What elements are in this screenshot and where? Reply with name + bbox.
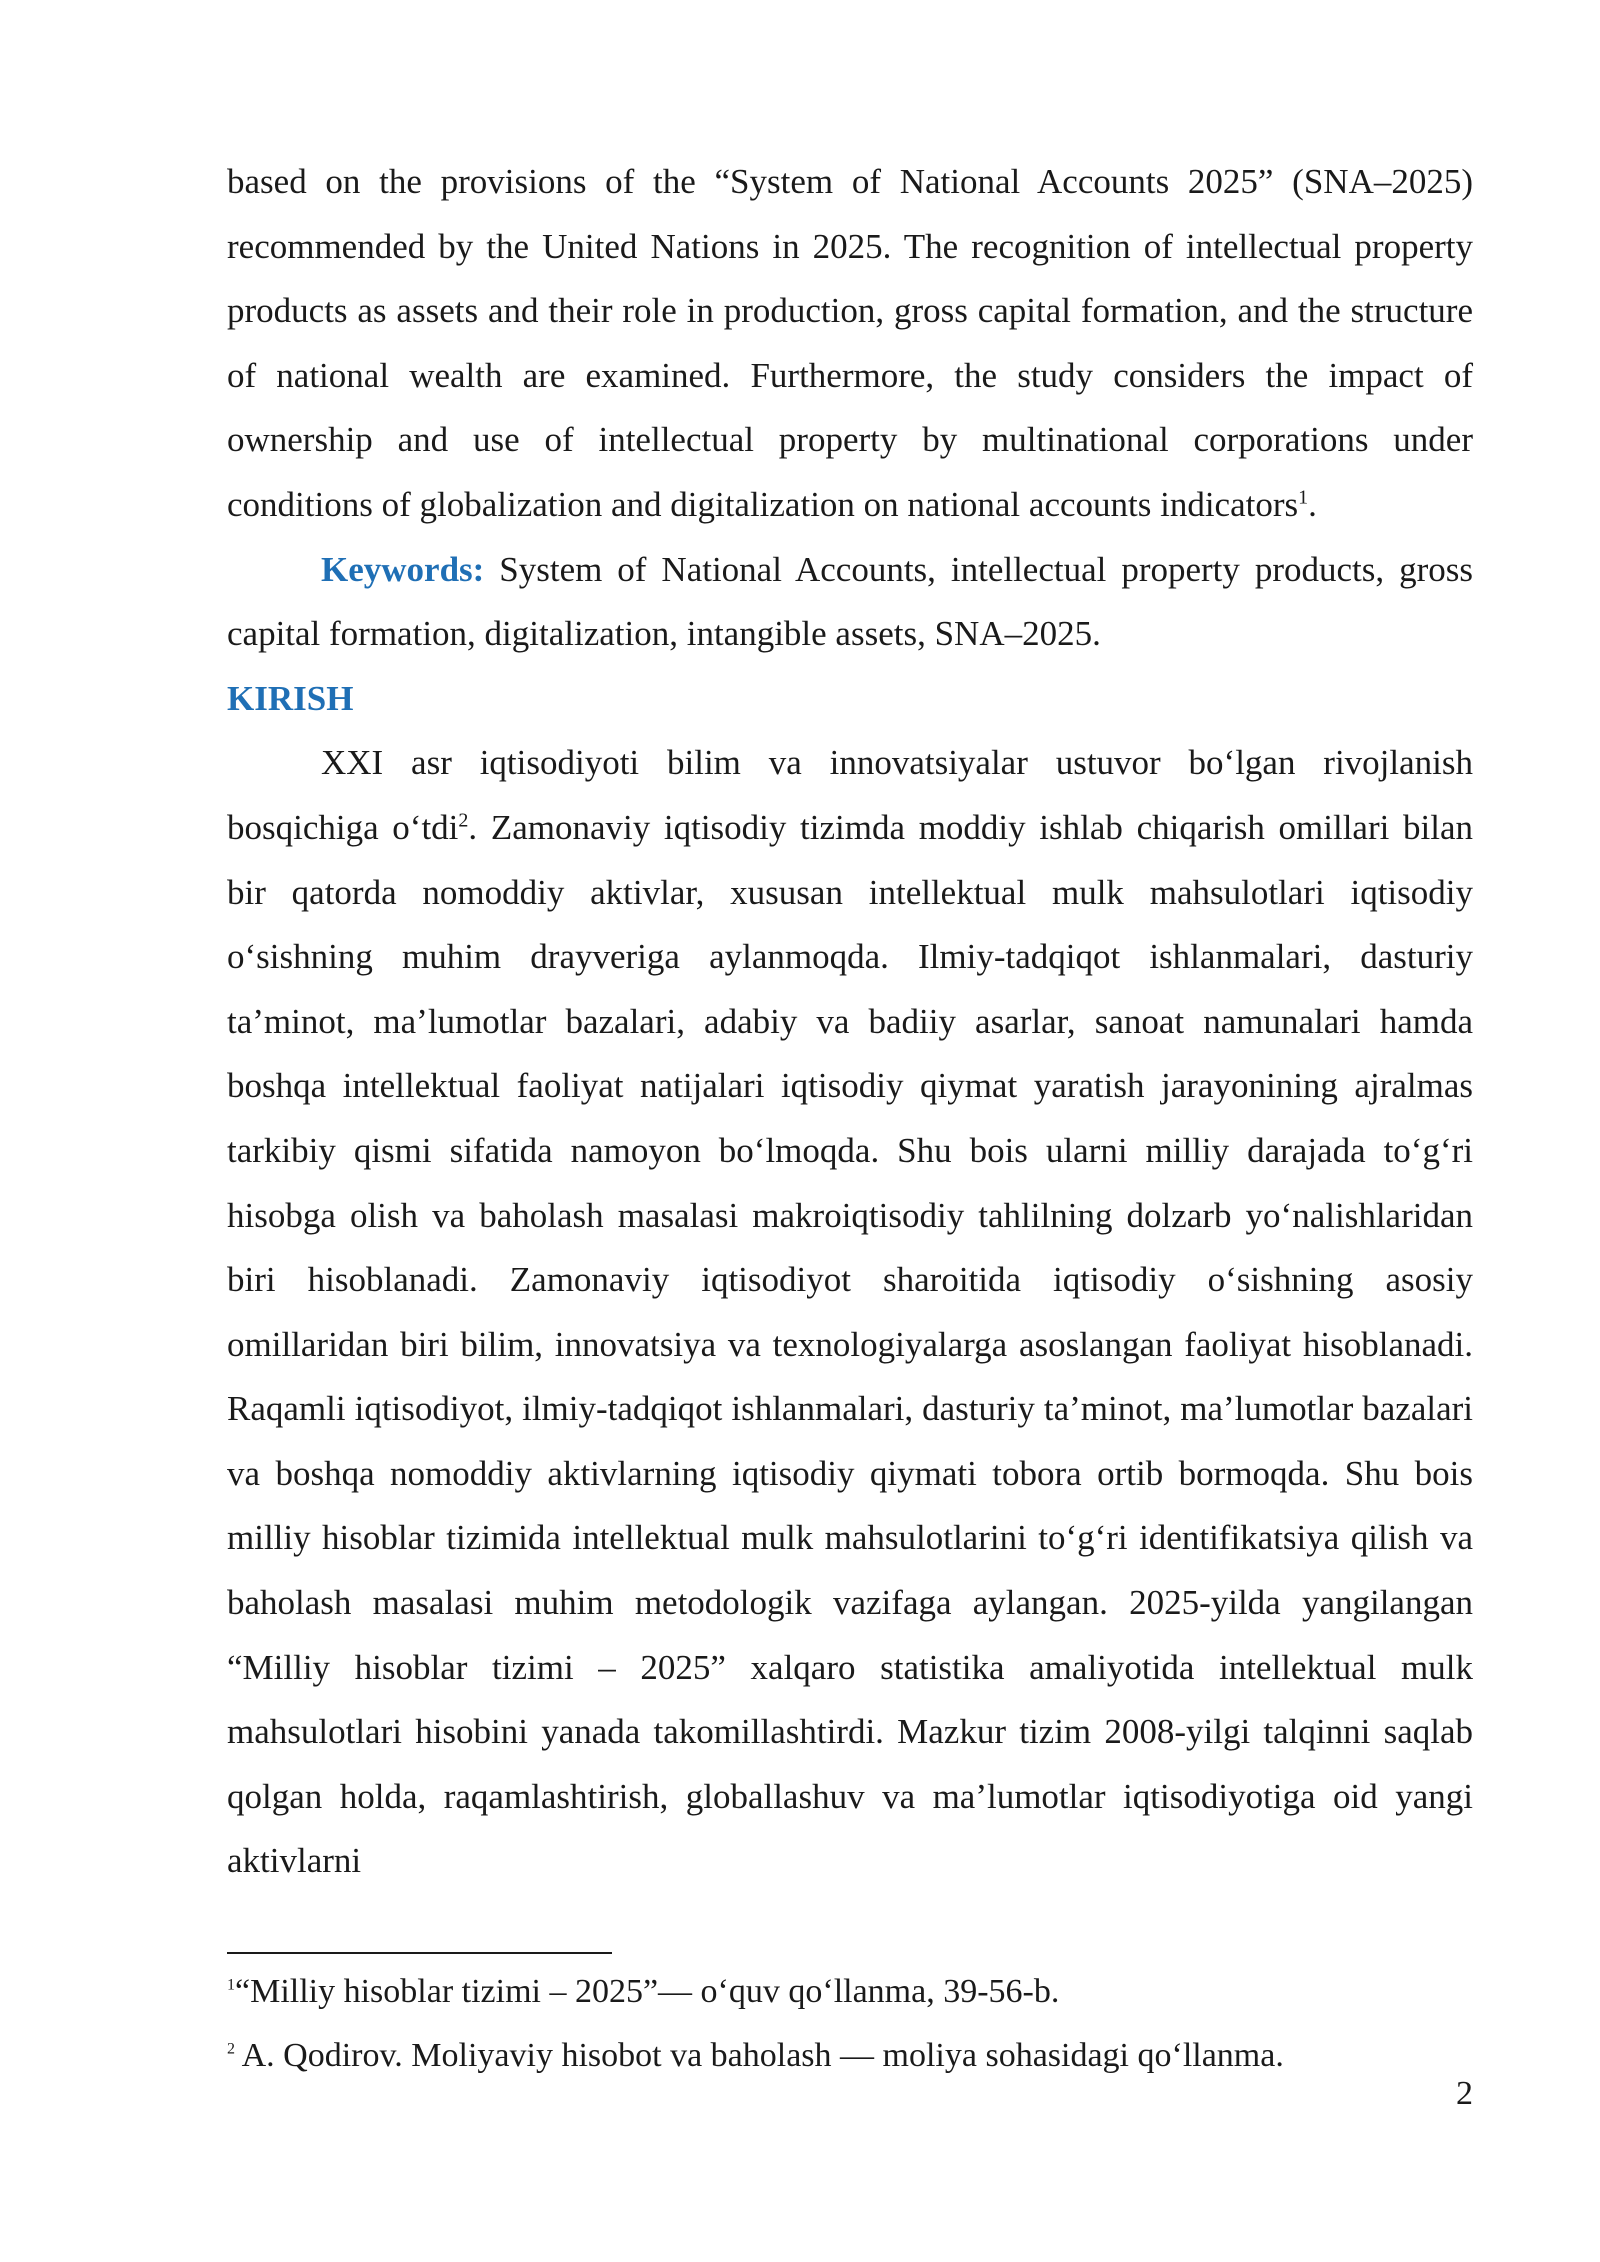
keywords-text: System of National Accounts, intellectual property products, gross capital formation, digitalization, intangible assets, SNA–2025. <box>227 549 1473 654</box>
footnote-1 <box>227 1960 1473 2024</box>
footnote-ref-1[interactable]: 1 <box>1298 486 1309 509</box>
intro-text-start: XXI asr iqtisodiyoti bilim va innovatsiyalar ustuvor bo‘lgan rivojlanish bosqichiga o‘tdi <box>227 743 1473 847</box>
document-body <box>227 150 1473 1894</box>
intro-paragraph <box>227 731 1473 1894</box>
page-number: 2 <box>1456 2075 1473 2112</box>
footnote-2 <box>227 2024 1473 2088</box>
abstract-end: . <box>1308 484 1317 524</box>
footnote-separator <box>227 1952 612 1954</box>
footnote-text-1: “Milliy hisoblar tizimi – 2025”— o‘quv qo‘llanma, 39-56-b. <box>235 1973 1060 2010</box>
keywords-label: Keywords: <box>321 549 485 589</box>
keywords-paragraph <box>227 538 1473 667</box>
intro-text-rest: . Zamonaviy iqtisodiy tizimda moddiy ishlab chiqarish omillari bilan bir qatorda nomoddiy aktivlar, xususan intellektual mulk mahsulotlari iqtisodiy o‘sishning muhim drayveriga aylanmoqda. Ilmiy-tadqiqot ishlanmalari, dasturiy ta’minot, ma’lumotlar bazalari, adabiy va badiiy asarlar, sanoat namunalari hamda boshqa intellektual faoliyat natijalari iqtisodiy qiymat yaratish jarayonining ajralmas tarkibiy qismi sifatida namoyon bo‘lmoqda. Shu bois ularni milliy darajada to‘g‘ri hisobga olish va baholash masalasi makroiqtisodiy tahlilning dolzarb yo‘nalishlaridan biri hisoblanadi. Zamonaviy iqtisodiyot sharoitida iqtisodiy o‘sishning asosiy omillaridan biri bilim, innovatsiya va texnologiyalarga asoslangan faoliyat hisoblanadi. Raqamli iqtisodiyot, ilmiy-tadqiqot ishlanmalari, dasturiy ta’minot, ma’lumotlar bazalari va boshqa nomoddiy aktivlarning iqtisodiy qiymati tobora ortib bormoqda. Shu bois milliy hisoblar tizimida intellektual mulk mahsulotlarini to‘g‘ri identifikatsiya qilish va baholash masalasi muhim metodologik vazifaga aylangan. 2025-yilda yangilangan “Milliy hisoblar tizimi – 2025” xalqaro statistika amaliyotida intellektual mulk mahsulotlari hisobini yanada takomillashtirdi. Mazkur tizim 2008-yilgi talqinni saqlab qolgan holda, raqamlashtirish, globallashuv va ma’lumotlar iqtisodiyotiga oid yangi aktivlarni <box>227 807 1473 1881</box>
footnote-ref-2[interactable]: 2 <box>458 809 469 832</box>
footnotes <box>227 1960 1473 2088</box>
footnote-text-2: A. Qodirov. Moliyaviy hisobot va baholash — moliya sohasidagi qo‘llanma. <box>235 2037 1284 2074</box>
footnote-mark-2: 2 <box>227 2040 235 2058</box>
abstract-text: based on the provisions of the “System of National Accounts 2025” (SNA–2025) recommended by the United Nations in 2025. The recognition of intellectual property products as assets and their role in production, gross capital formation, and the structure of national wealth are examined. Furthermore, the study considers the impact of ownership and use of intellectual property by multinational corporations under conditions of globalization and digitalization on national accounts indicators <box>227 162 1473 524</box>
section-heading: KIRISH <box>227 678 354 718</box>
abstract-paragraph <box>227 150 1473 538</box>
footnote-mark-1: 1 <box>227 1976 235 1994</box>
